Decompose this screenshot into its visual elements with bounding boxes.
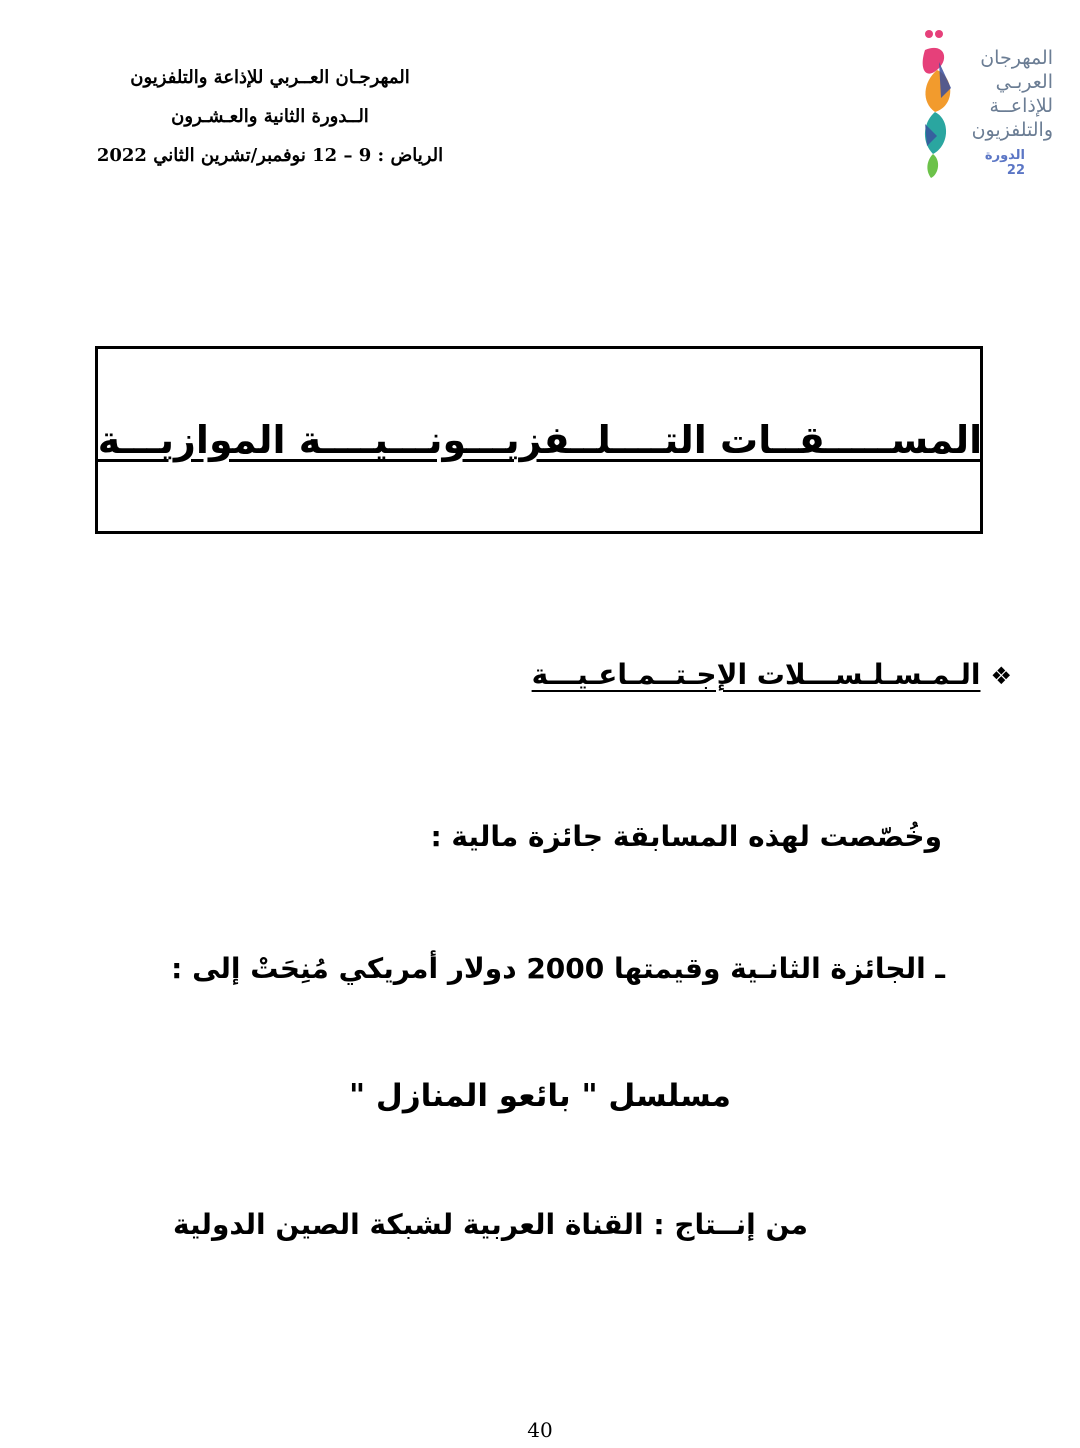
header-edition: الــدورة الثانية والعـشـرون	[171, 106, 369, 127]
producer-line: من إنــتاج : القناة العربية لشبكة الصين الدولية	[173, 1208, 808, 1241]
section-heading-text: الـمـسـلـســـلات الإجـتــمـاعـيـــة	[531, 658, 981, 691]
section-heading	[532, 658, 1012, 691]
header-festival-name: المهرجـان العــربي للإذاعة والتلفزيون	[130, 67, 410, 88]
festival-logo-icon	[915, 28, 963, 183]
series-name: مسلسل " بائعو المنازل "	[348, 1078, 732, 1114]
header-location-date: الرياض : 9 – 12 نوفمبر/تشرين الثاني 2022	[96, 145, 444, 166]
logo-text: المهرجان العربـي للإذاعــة والتلفزيون	[971, 47, 1053, 141]
festival-logo	[915, 28, 1053, 183]
logo-edition: الدورة 22	[984, 148, 1025, 178]
diamond-bullet-icon: ❖	[990, 662, 1012, 690]
page-number: 40	[527, 1418, 553, 1442]
page-title: المســـــقــات التــــلــفزيـــونـــيــــة الموازيـــة	[97, 418, 983, 462]
document-header	[60, 58, 480, 175]
prize-intro: وخُصّصت لهذه المسابقة جائزة مالية :	[430, 820, 942, 853]
prize-detail: ـ الجائزة الثانـية وقيمتها 2000 دولار أمريكي مُنِحَتْ إلى :	[171, 952, 945, 985]
